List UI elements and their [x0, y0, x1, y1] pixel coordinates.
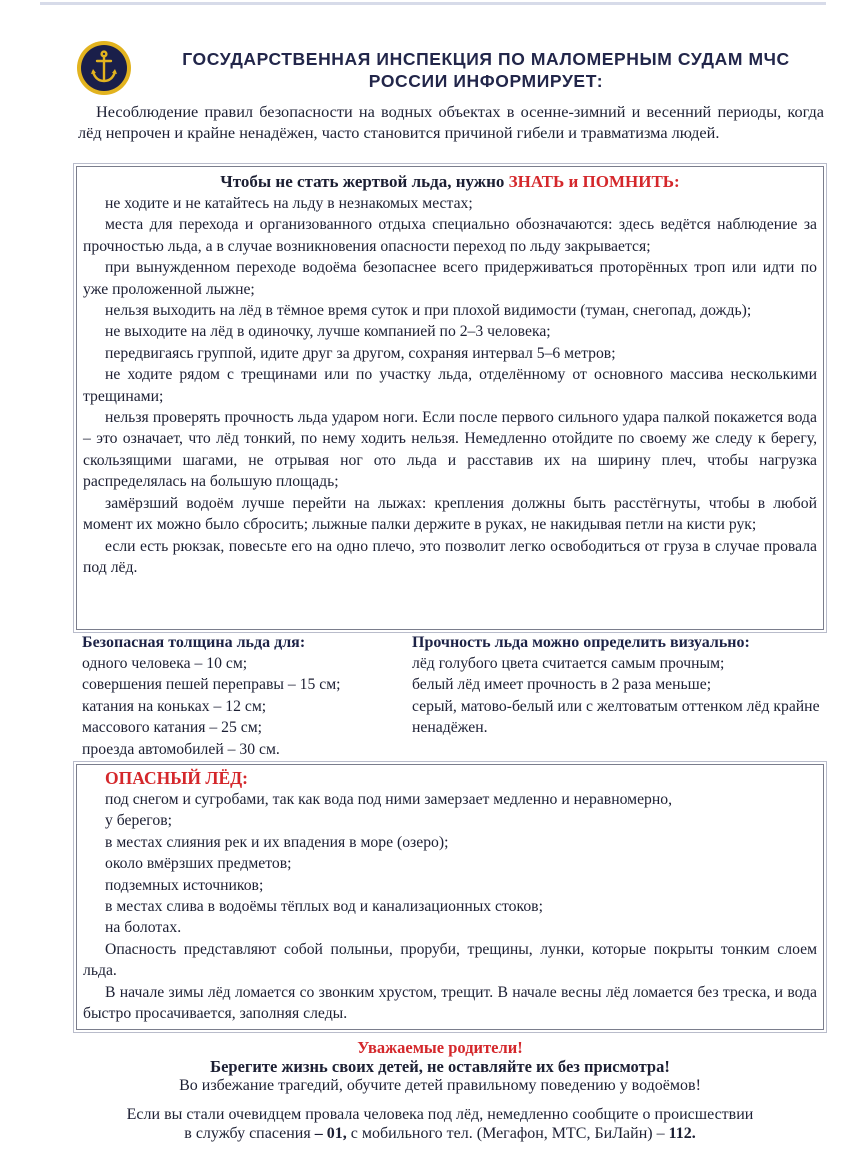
- danger-item: у берегов;: [105, 812, 172, 830]
- thickness-item: одного человека – 10 см;: [82, 655, 248, 672]
- rules-title-highlight: ЗНАТЬ и ПОМНИТЬ:: [508, 172, 680, 191]
- thickness-item: массового катания – 25 см;: [82, 719, 263, 737]
- visual-item: серый, матово-белый или с желтоватым оттенком лёд крайне ненадёжен.: [412, 697, 820, 737]
- rule-item: нельзя выходить на лёд в тёмное время суток и при плохой видимости (туман, снегопад, дождь);: [105, 302, 752, 320]
- rule-item: не выходите на лёд в одиночку, лучше компанией по 2–3 человека;: [105, 323, 551, 341]
- rule-item: если есть рюкзак, повесьте его на одно плечо, это позволит легко освободиться от груза в случае провала под лёд.: [83, 537, 817, 576]
- danger-title: ОПАСНЫЙ ЛЁД:: [105, 768, 248, 788]
- thickness-item: проезда автомобилей – 30 см.: [82, 740, 280, 758]
- call-text-1: Если вы стали очевидцем провала человека под лёд, немедленно сообщите о происшествии: [126, 1106, 754, 1123]
- page-title: [136, 48, 836, 92]
- emergency-call-text: [60, 1105, 820, 1143]
- thickness-item: катания на коньках – 12 см;: [82, 697, 267, 715]
- danger-note: В начале зимы лёд ломается со звонким хрустом, трещит. В начале весны лёд ломается без треска, и вода быстро просачивается, заполняя следы.: [83, 983, 817, 1023]
- danger-item: около вмёрзших предметов;: [105, 855, 292, 873]
- call-text-2: в службу спасения: [184, 1125, 311, 1142]
- rule-item: не ходите рядом с трещинами или по участку льда, отделённому от основного массива несколькими трещинами;: [83, 366, 817, 405]
- call-text-3: с мобильного тел. (Мегафон, МТС, БиЛайн) –: [350, 1125, 665, 1142]
- intro-paragraph: Несоблюдение правил безопасности на водных объектах в осенне-зимний и весенний периоды, когда лёд непрочен и крайне ненадёжен, часто становится причиной гибели и травматизма людей.: [78, 102, 824, 142]
- rule-item: не ходите и не катайтесь на льду в незнакомых местах;: [105, 195, 473, 212]
- top-rule: [40, 2, 826, 5]
- title-line-1: ГОСУДАРСТВЕННАЯ ИНСПЕКЦИЯ ПО МАЛОМЕРНЫМ СУДАМ МЧС: [182, 49, 790, 69]
- rule-item: нельзя проверять прочность льда ударом ноги. Если после первого сильного удара палкой покажется вода – это означает, что лёд тонкий, по нему ходить нельзя. Немедленно отойдите по своему же следу к берегу, скользящими шагами, не отрывая ног ото льда и расставив их на ширину плеч, чтобы нагрузка распределялась на большую площадь;: [83, 409, 817, 491]
- danger-item: в местах слива в водоёмы тёплых вод и канализационных стоков;: [105, 898, 543, 916]
- danger-item: под снегом и сугробами, так как вода под ними замерзает медленно и неравномерно,: [105, 791, 673, 808]
- danger-note: Опасность представляют собой полыньи, проруби, трещины, лунки, которые покрыты тонким слоем льда.: [83, 940, 817, 980]
- visual-title: Прочность льда можно определить визуально:: [412, 634, 750, 651]
- footer: [60, 1038, 820, 1143]
- visual-item: белый лёд имеет прочность в 2 раза меньше;: [412, 676, 712, 694]
- emergency-number-01: – 01,: [314, 1125, 347, 1142]
- anchor-emblem-icon: [76, 40, 132, 96]
- info-columns: [82, 632, 824, 758]
- rules-title-prefix: Чтобы не стать жертвой льда, нужно: [220, 172, 509, 191]
- thickness-item: совершения пешей переправы – 15 см;: [82, 676, 341, 694]
- rule-item: замёрзший водоём лучше перейти на лыжах: крепления должны быть расстёгнуты, чтобы в любой момент их можно было сбросить; лыжные палки держите в руках, не накидывая петли на кисти рук;: [83, 494, 817, 534]
- danger-item: подземных источников;: [105, 876, 264, 894]
- rule-item: передвигаясь группой, идите друг за другом, сохраняя интервал 5–6 метров;: [105, 344, 616, 362]
- header: [76, 40, 836, 96]
- title-line-2: РОССИИ ИНФОРМИРУЕТ:: [368, 71, 604, 91]
- danger-item: в местах слияния рек и их впадения в море (озеро);: [105, 833, 449, 851]
- rules-title: [83, 171, 817, 193]
- visual-section: [412, 632, 822, 739]
- danger-box: [76, 764, 824, 1030]
- rule-item: при вынужденном переходе водоёма безопаснее всего придерживаться протоpённых троп или идти по уже проложенной лыжне;: [83, 259, 817, 298]
- parents-appeal: Берегите жизнь своих детей, не оставляйте их без присмотра!: [210, 1057, 670, 1076]
- emergency-number-112: 112.: [668, 1125, 696, 1142]
- thickness-section: [82, 632, 402, 760]
- parents-greeting: Уважаемые родители!: [357, 1038, 523, 1057]
- danger-item: на болотах.: [105, 919, 182, 937]
- visual-item: лёд голубого цвета считается самым прочным;: [412, 655, 725, 672]
- rule-item: места для перехода и организованного отдыха специально обозначаются: здесь ведётся наблюдение за прочностью льда, а в случае возникновения опасности переход по льду закрывается;: [83, 216, 817, 255]
- rules-box: [76, 166, 824, 630]
- thickness-title: Безопасная толщина льда для:: [82, 634, 306, 651]
- parents-advice: Во избежание трагедий, обучите детей правильному поведению у водоёмов!: [179, 1077, 701, 1094]
